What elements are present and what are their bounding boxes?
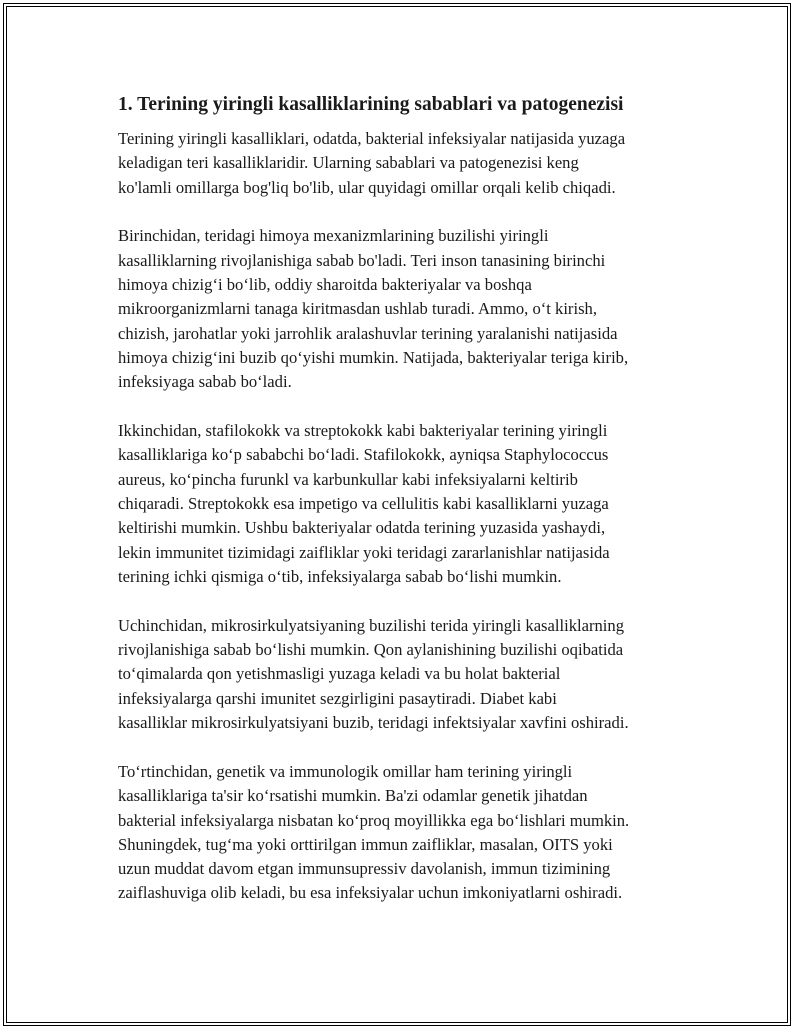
paragraph-intro bbox=[118, 127, 688, 200]
paragraph-fourth bbox=[118, 760, 688, 906]
text-line: infeksiyaga sabab bo‘ladi. bbox=[118, 372, 292, 392]
text-line: Uchinchidan, mikrosirkulyatsiyaning buzilishi terida yiringli kasalliklarning bbox=[118, 615, 625, 635]
text-line: lekin immunitet tizimidagi zaifliklar yoki teridagi zararlanishlar natijasida bbox=[118, 542, 610, 562]
text-line: Birinchidan, teridagi himoya mexanizmlarining buzilishi yiringli bbox=[118, 226, 549, 246]
text-line: kasalliklariga ta'sir ko‘rsatishi mumkin. Ba'zi odamlar genetik jihatdan bbox=[118, 786, 588, 806]
text-line: Shuningdek, tug‘ma yoki orttirilgan immun zaifliklar, masalan, OITS yoki bbox=[118, 834, 613, 854]
text-line: keladigan teri kasalliklaridir. Ularning sabablari va patogenezisi keng bbox=[118, 153, 579, 173]
text-line: uzun muddat davom etgan immunsupressiv davolanish, immun tizimining bbox=[118, 859, 611, 879]
paragraph-third bbox=[118, 614, 688, 735]
paragraph-second bbox=[118, 419, 688, 589]
document-body bbox=[118, 92, 688, 930]
text-line: zaiflashuviga olib keladi, bu esa infeksiyalar uchun imkoniyatlarni oshiradi. bbox=[118, 883, 623, 903]
text-line: Ikkinchidan, stafilokokk va streptokokk kabi bakteriyalar terining yiringli bbox=[118, 421, 608, 441]
text-line: kasalliklariga ko‘p sababchi bo‘ladi. Stafilokokk, ayniqsa Staphylococcus bbox=[118, 445, 609, 465]
text-line: chiqaradi. Streptokokk esa impetigo va cellulitis kabi kasalliklarni yuzaga bbox=[118, 494, 609, 514]
document-title: 1. Terining yiringli kasalliklarining sabablari va patogenezisi bbox=[118, 94, 624, 115]
text-line: To‘rtinchidan, genetik va immunologik omillar ham terining yiringli bbox=[118, 761, 573, 781]
text-line: keltirishi mumkin. Ushbu bakteriyalar odatda terining yuzasida yashaydi, bbox=[118, 518, 606, 538]
text-line: rivojlanishiga sabab bo‘lishi mumkin. Qon aylanishining buzilishi oqibatida bbox=[118, 640, 624, 660]
text-line: chizish, jarohatlar yoki jarrohlik aralashuvlar terining yaralanishi natijasida bbox=[118, 323, 618, 343]
text-line: himoya chizig‘ini buzib qo‘yishi mumkin. Natijada, bakteriyalar teriga kirib, bbox=[118, 347, 629, 367]
text-line: to‘qimalarda qon yetishmasligi yuzaga keladi va bu holat bakterial bbox=[118, 664, 561, 684]
text-line: himoya chizig‘i bo‘lib, oddiy sharoitda bakteriyalar va boshqa bbox=[118, 275, 532, 295]
text-line: kasalliklarning rivojlanishiga sabab bo'ladi. Teri inson tanasining birinchi bbox=[118, 250, 606, 270]
text-line: terining ichki qismiga o‘tib, infeksiyalarga sabab bo‘lishi mumkin. bbox=[118, 566, 562, 586]
text-line: bakterial infeksiyalarga nisbatan ko‘proq moyillikka ega bo‘lishlari mumkin. bbox=[118, 810, 630, 830]
text-line: Terining yiringli kasalliklari, odatda, bakterial infeksiyalar natijasida yuzaga bbox=[118, 129, 626, 148]
text-line: infeksiyalarga qarshi imunitet sezgirligini pasaytiradi. Diabet kabi bbox=[118, 688, 557, 708]
text-line: ko'lamli omillarga bog'liq bo'lib, ular quyidagi omillar orqali kelib chiqadi. bbox=[118, 177, 616, 197]
paragraph-first bbox=[118, 224, 688, 394]
text-line: aureus, ko‘pincha furunkl va karbunkullar kabi infeksiyalarni keltirib bbox=[118, 469, 578, 489]
text-line: kasalliklar mikrosirkulyatsiyani buzib, teridagi infektsiyalar xavfini oshiradi. bbox=[118, 713, 629, 733]
text-line: mikroorganizmlarni tanaga kiritmasdan ushlab turadi. Ammo, o‘t kirish, bbox=[118, 299, 597, 319]
